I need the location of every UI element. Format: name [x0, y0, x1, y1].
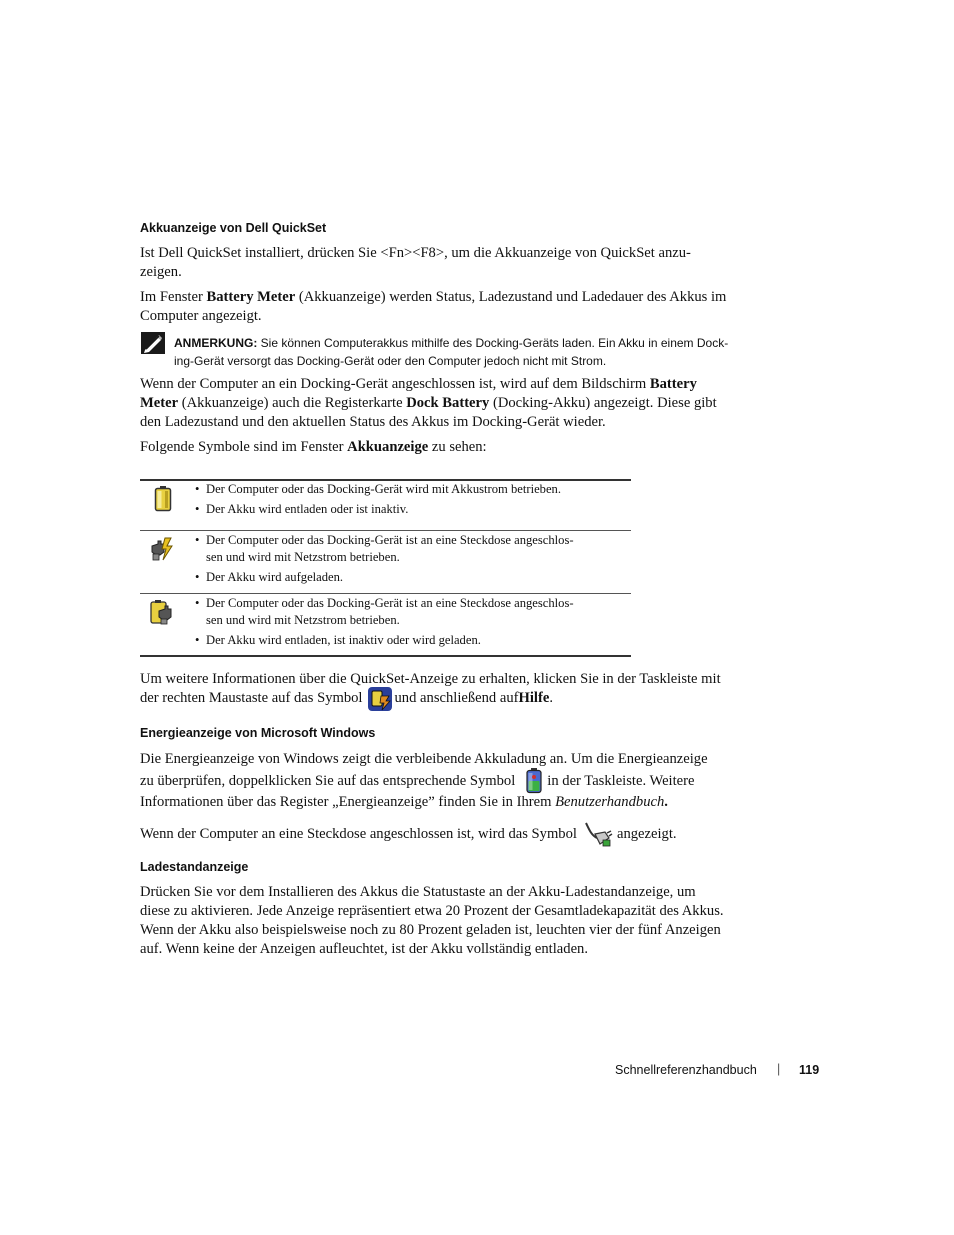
- note-pencil-icon: [141, 332, 165, 354]
- table-row: • Der Computer oder das Docking-Gerät wird mit Akkustrom betrieben. • Der Akku wird entladen oder ist inaktiv.: [195, 482, 561, 516]
- table-rule-bottom: [140, 655, 631, 657]
- ac-power-battery-icon: [150, 600, 176, 626]
- table-rule: [140, 593, 631, 594]
- note-block: ANMERKUNG: Sie können Computerakkus mithilfe des Docking-Geräts laden. Ein Akku in einem Dock- ing-Gerät versorgt das Docking-Gerät oder den Computer jedoch nicht mit Strom.: [174, 336, 729, 368]
- heading-windows: Energieanzeige von Microsoft Windows: [140, 726, 376, 740]
- table-row: • Der Computer oder das Docking-Gerät ist an eine Steckdose angeschlos- sen und wird mit Netzstrom betrieben. • Der Akku wird entladen, ist inaktiv oder wird geladen.: [195, 596, 574, 647]
- windows-plug-icon: [583, 819, 613, 849]
- windows-battery-icon: [525, 768, 543, 794]
- paragraph-docking: Wenn der Computer an ein Docking-Gerät angeschlossen ist, wird auf dem Bildschirm Battery Meter (Akkuanzeige) auch die Registerkarte Dock Battery (Docking-Akku) angezeigt. Diese gibt den Ladezustand und den aktuellen Status des Akkus im Docking-Gerät wieder.: [140, 376, 717, 430]
- paragraph-quickset-1: Ist Dell QuickSet installiert, drücken Sie <Fn><F8>, um die Akkuanzeige von QuickSet anzu- zeigen.: [140, 245, 691, 280]
- heading-gauge: Ladestandanzeige: [140, 860, 249, 874]
- paragraph-windows-2: Wenn der Computer an eine Steckdose angeschlossen ist, wird das Symbol angezeigt.: [140, 818, 677, 850]
- table-row: • Der Computer oder das Docking-Gerät ist an eine Steckdose angeschlos- sen und wird mit Netzstrom betrieben. • Der Akku wird aufgeladen.: [195, 533, 574, 584]
- table-rule: [140, 530, 631, 531]
- paragraph-more-info: Um weitere Informationen über die QuickSet-Anzeige zu erhalten, klicken Sie in der Taskleiste mit der rechten Maustaste auf das Symbol und anschließend auf Hilfe .: [140, 670, 721, 708]
- footer-title: Schnellreferenzhandbuch: [615, 1063, 757, 1077]
- ac-power-charging-icon: [149, 536, 175, 562]
- paragraph-quickset-2: Im Fenster Battery Meter (Akkuanzeige) werden Status, Ladezustand und Ladedauer des Akkus im Computer angezeigt.: [140, 289, 727, 324]
- footer-separator: |: [777, 1062, 781, 1076]
- paragraph-windows-1: Die Energieanzeige von Windows zeigt die verbleibende Akkuladung an. Um die Energieanzeige zu überprüfen, doppelklicken Sie auf das entsprechende Symbol in der Taskleiste. Weitere Informationen über das Register „Energieanzeige” finden Sie in Ihrem Benutzerhandbuch.: [140, 751, 708, 810]
- paragraph-gauge: Drücken Sie vor dem Installieren des Akkus die Statustaste an der Akku-Ladestandanzeige, um diese zu aktivieren. Jede Anzeige repräsentiert etwa 20 Prozent der Gesamtladekapazität des Akkus. Wenn der Akku also beispielsweise noch zu 80 Prozent geladen ist, leuchten vier der fünf Anzeigen auf. Wenn keine der Anzeigen aufleuchtet, ist der Akku vollständig entladen.: [140, 884, 724, 957]
- heading-quickset: Akkuanzeige von Dell QuickSet: [140, 221, 327, 235]
- page-number: 119: [799, 1063, 820, 1077]
- battery-icon: [154, 486, 172, 512]
- quickset-icon: [367, 686, 393, 712]
- paragraph-symbols-intro: Folgende Symbole sind im Fenster Akkuanzeige zu sehen:: [140, 439, 487, 455]
